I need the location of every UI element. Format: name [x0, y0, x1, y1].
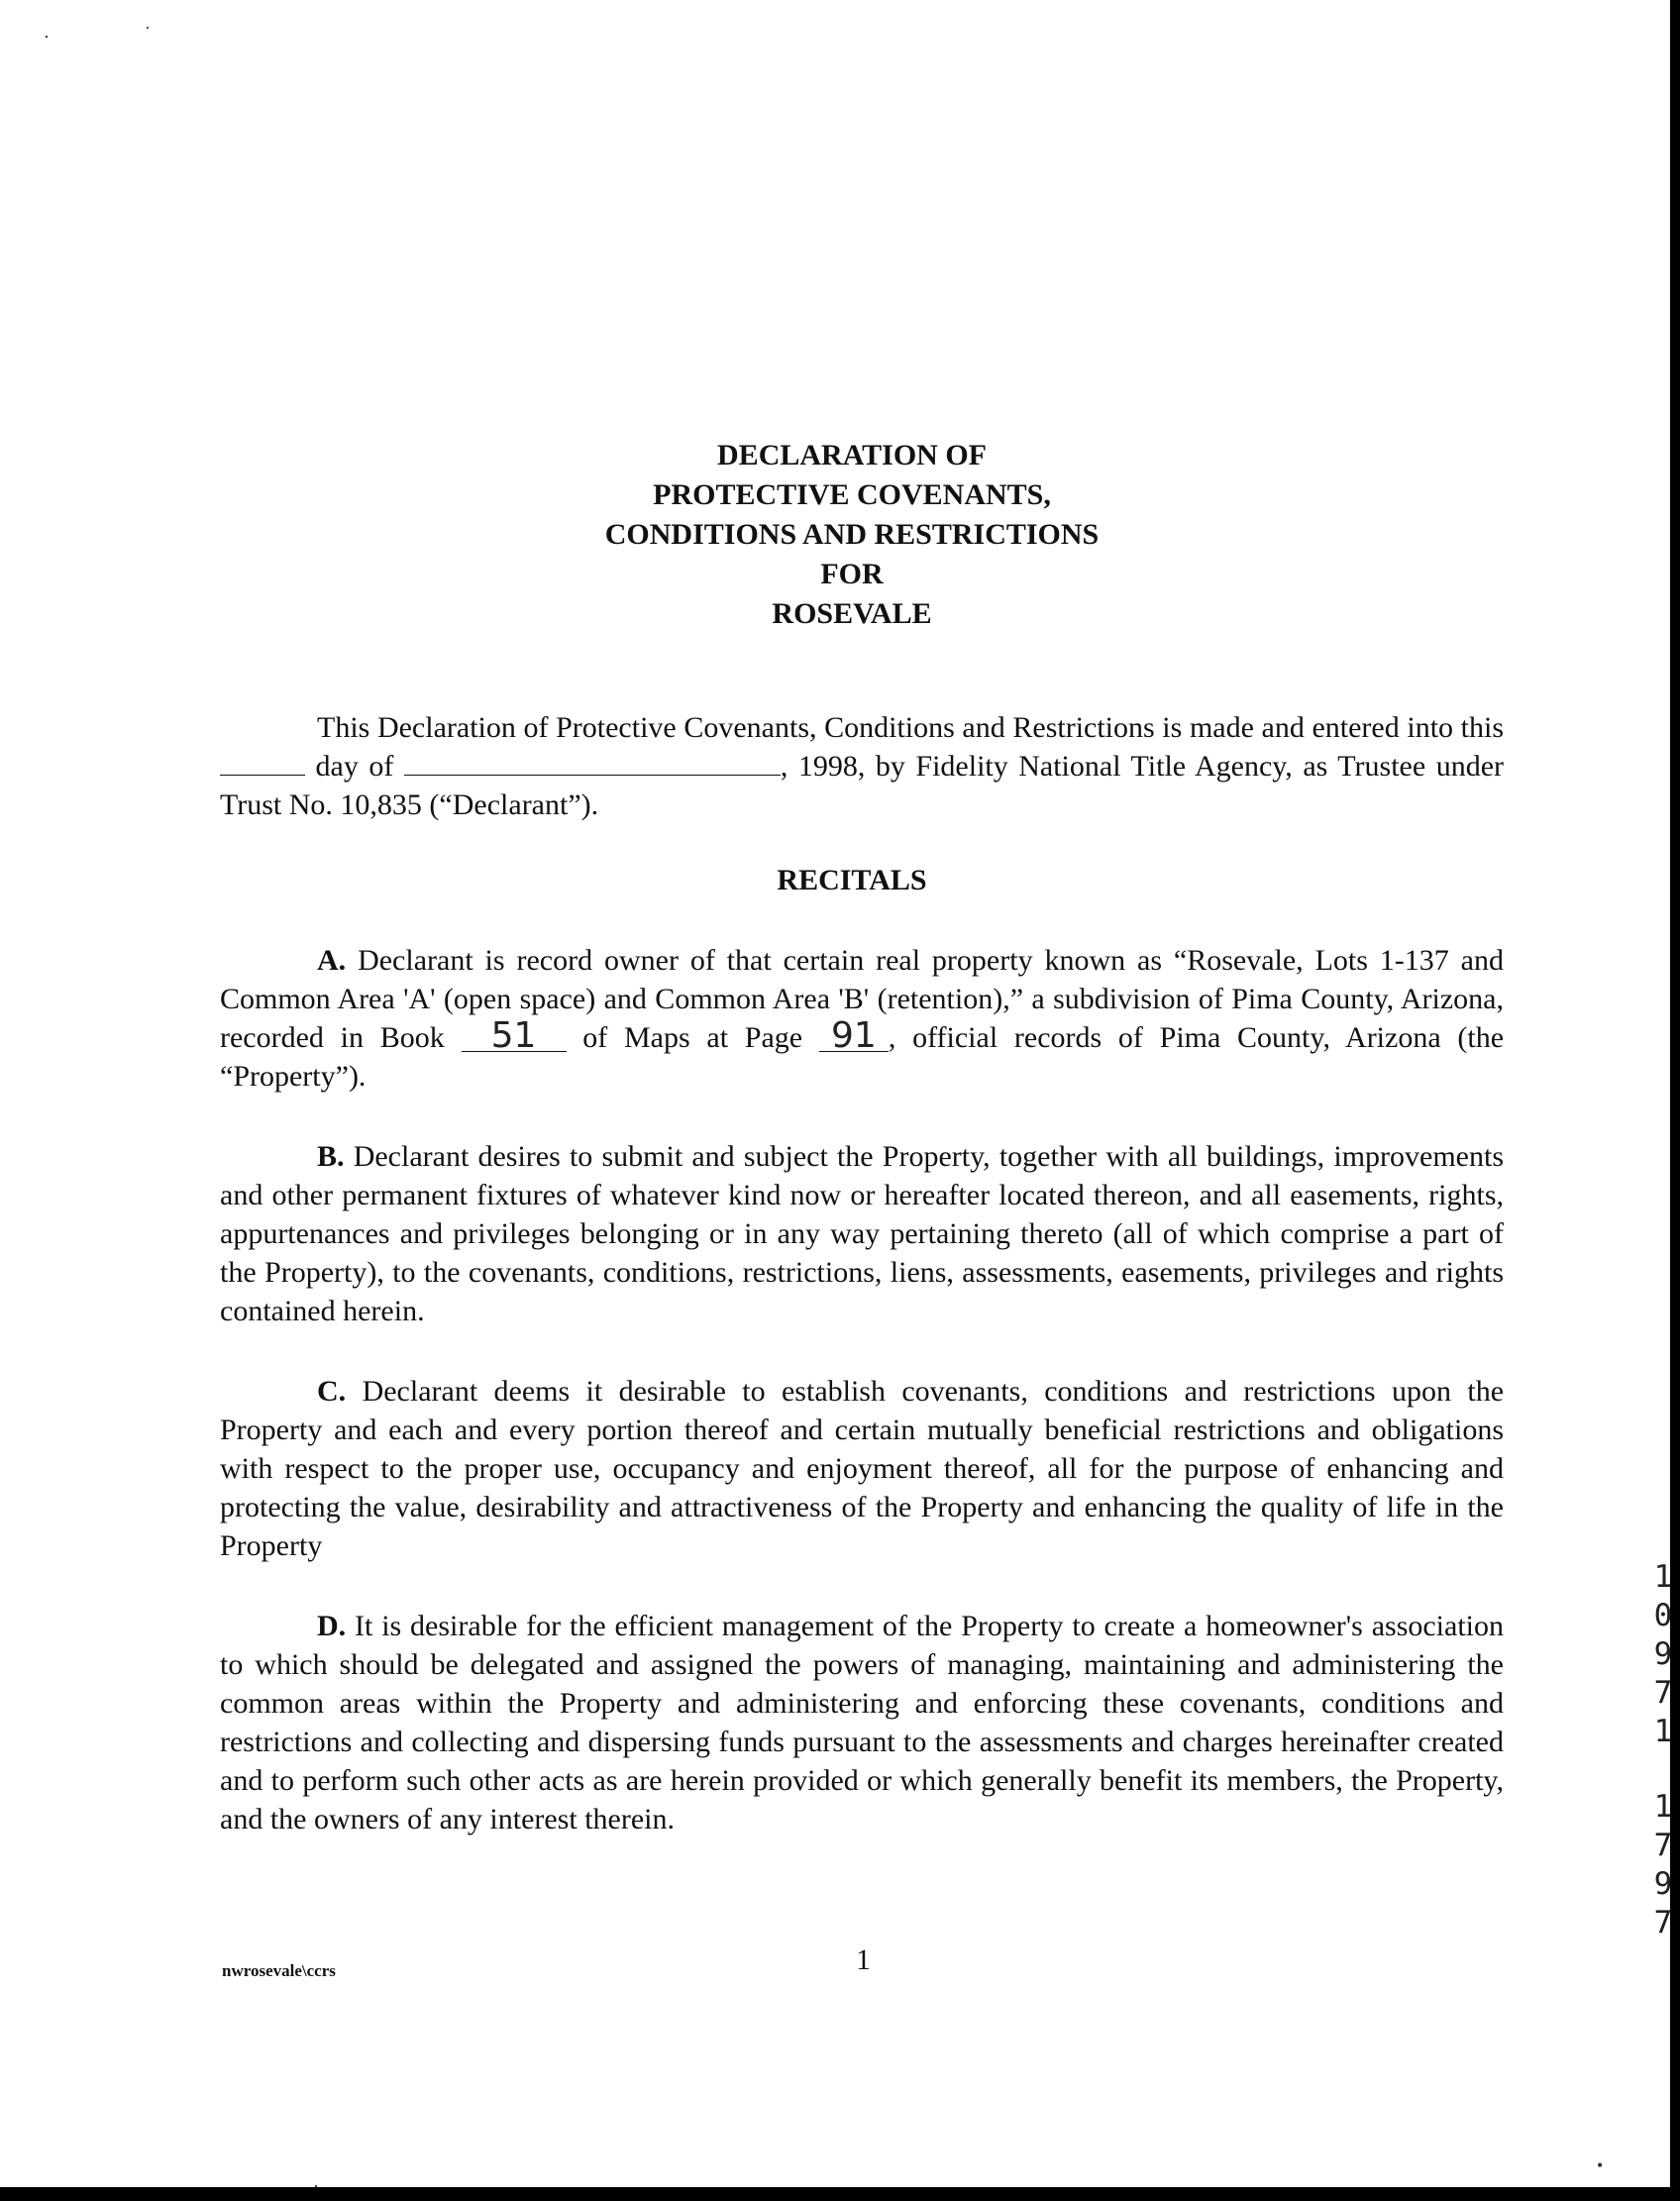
recital-label: A. [317, 944, 347, 977]
scan-edge-bottom [0, 2187, 1680, 2201]
recitals-heading: RECITALS [777, 864, 927, 896]
intro-paragraph: This Declaration of Protective Covenants, Conditions and Restrictions is made and entered into this day of , 1998, by Fidelity National Title Agency, as Trustee under Trust No. 10,835 (“Declarant”). [220, 711, 1505, 821]
recital-a: A. Declarant is record owner of that certain real property known as “Rosevale, Lots 1-137 and Common Area 'A' (open space) and Common Area 'B' (retention),” a subdivision of Pima County, Arizona, recorded in Book 51 of Maps at Page 91 , official records of Pima County, Arizona (the “Property”). [220, 944, 1505, 1093]
recital-b: B. Declarant desires to submit and subject the Property, together with all buildings, improvements and other permanent fixtures of whatever kind now or hereafter located thereon, and all easements, rights, appurtenances and privileges belonging or in any way pertaining thereto (all of which comprise a part of the Property), to the covenants, conditions, restrictions, liens, assessments, easements, privileges and rights contained herein. [220, 1140, 1504, 1327]
page-number-handwritten: 91 [819, 1021, 889, 1052]
recording-stamp: 1 0 9 7 1 1 7 9 7 [1653, 1559, 1673, 1940]
title-line: DECLARATION OF [717, 439, 987, 472]
footer-file-path: nwrosevale\ccrs [222, 1961, 336, 1980]
day-blank [220, 753, 305, 776]
scan-speck: • [1597, 2155, 1604, 2175]
title-line: PROTECTIVE COVENANTS, [653, 478, 1051, 511]
recital-d: D. It is desirable for the efficient management of the Property to create a homeowner's association to which should be delegated and assigned the powers of managing, maintaining and administering the common areas within the Property and administering and enforcing these covenants, conditions and restrictions and collecting and dispersing funds pursuant to the assessments and charges hereinafter created and to perform such other acts as are herein provided or which generally benefit its members, the Property, and the owners of any interest therein. [220, 1610, 1505, 1835]
scan-speck: ․ [313, 2171, 320, 2191]
title-line: ROSEVALE [772, 597, 932, 630]
scan-speck: · [145, 18, 151, 38]
recital-label: C. [317, 1375, 347, 1408]
title-line: CONDITIONS AND RESTRICTIONS [604, 518, 1100, 551]
title-line: FOR [820, 558, 884, 590]
scan-speck: ․ [44, 22, 51, 42]
recital-label: B. [317, 1140, 345, 1173]
month-blank [404, 753, 781, 776]
recital-c: C. Declarant deems it desirable to establish covenants, conditions and restrictions upon the Property and each and every portion thereof and certain mutually beneficial restrictions and obligations with respect to the proper use, occupancy and enjoyment thereof, all for the purpose of enhancing and protecting the value, desirability and attractiveness of the Property and enhancing the quality of life in the Property [220, 1375, 1505, 1562]
document-title [0, 436, 1680, 634]
book-number-handwritten: 51 [462, 1021, 567, 1052]
page-number: 1 [856, 1943, 871, 1976]
recital-label: D. [317, 1610, 347, 1642]
